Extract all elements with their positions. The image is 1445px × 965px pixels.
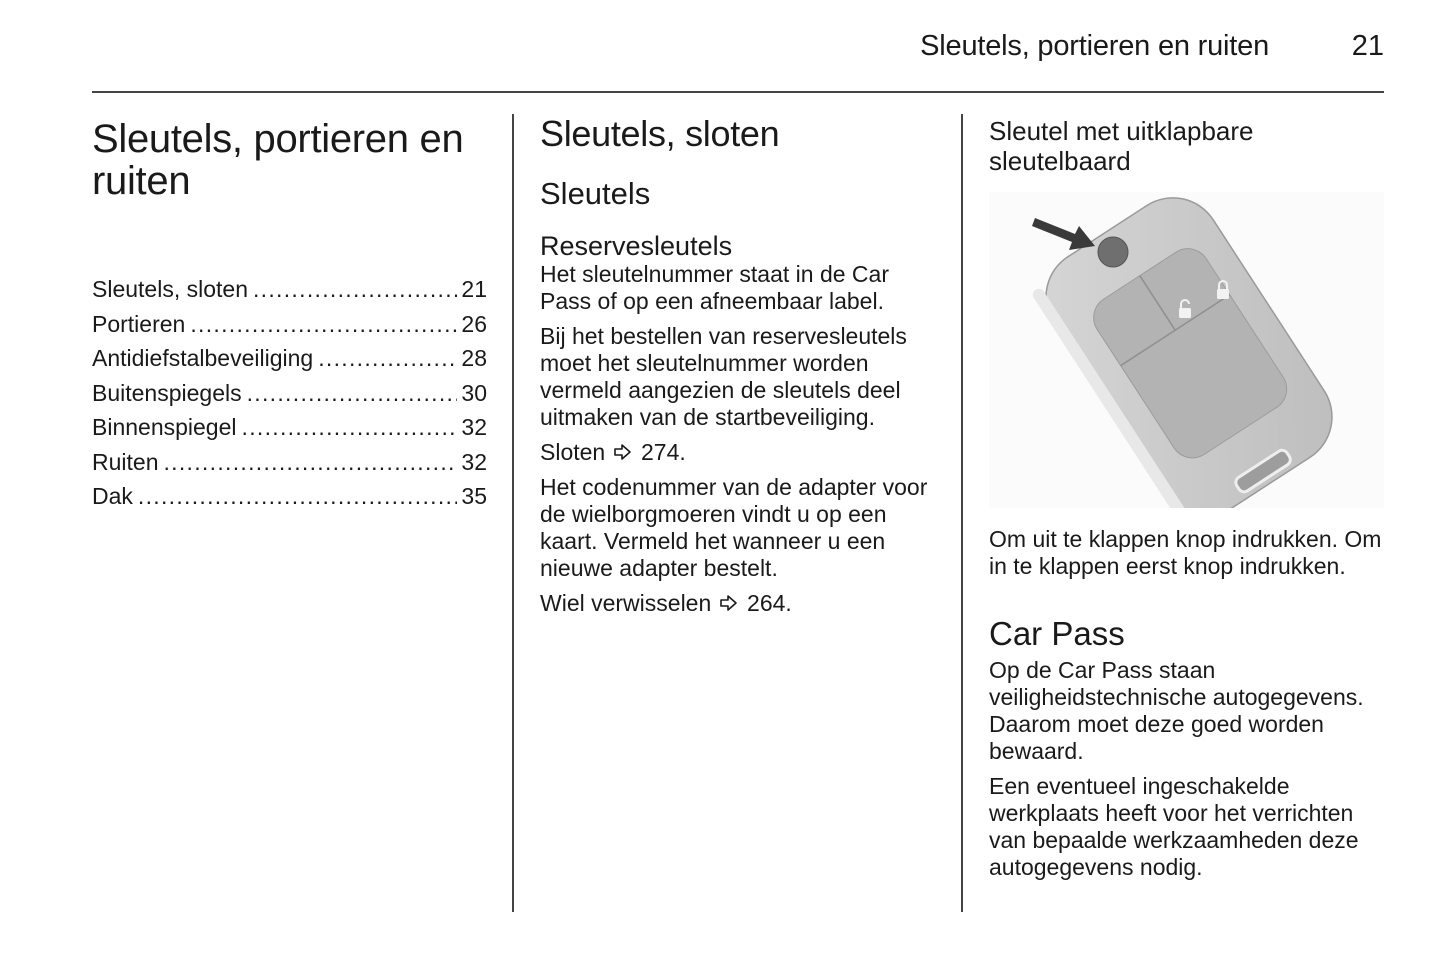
toc-label: Antidiefstalbeveiliging: [92, 345, 314, 371]
toc-label: Dak: [92, 483, 133, 509]
toc-entry[interactable]: [92, 307, 487, 342]
cross-reference[interactable]: [540, 439, 940, 466]
reference-page: 264.: [747, 590, 792, 616]
cross-reference[interactable]: [540, 590, 940, 617]
toc-leader: [247, 376, 458, 411]
toc-entry[interactable]: [92, 341, 487, 376]
paragraph: Een eventueel ingeschakelde werkplaats heeft voor het verrichten van bepaalde werkzaamheden deze autogegevens nodig.: [989, 773, 1359, 880]
toc-leader: [138, 479, 458, 514]
paragraph: Het codenummer van de adapter voor de wielborgmoeren vindt u op een kaart. Vermeld het wanneer u een nieuwe adapter bestelt.: [540, 474, 928, 581]
column-divider-1: [512, 114, 514, 912]
flip-key-illustration: [989, 192, 1384, 508]
reference-arrow-icon: [613, 443, 633, 461]
toc-page: 21: [461, 276, 487, 302]
toc-label: Sleutels, sloten: [92, 276, 248, 302]
toc-leader: [190, 307, 457, 342]
toc-entry[interactable]: [92, 272, 487, 307]
topic-title: Reservesleutels: [540, 231, 733, 261]
toc-page: 26: [461, 310, 487, 337]
section-title: Sleutels, sloten: [540, 113, 780, 154]
column-divider-2: [961, 114, 963, 912]
toc-page: 30: [461, 379, 487, 406]
toc-entry[interactable]: [92, 410, 487, 445]
column-chapter-overview: [92, 114, 487, 514]
toc-label: Buitenspiegels: [92, 379, 242, 406]
topic-title: Sleutel met uitklapbare sleutelbaard: [989, 116, 1254, 176]
chapter-title: Sleutels, portieren en ruiten: [92, 117, 464, 203]
toc-entry[interactable]: [92, 445, 487, 480]
running-title: Sleutels, portieren en ruiten: [920, 30, 1269, 62]
reference-arrow-icon: [719, 594, 739, 612]
figure-caption: Om uit te klappen knop indrukken. Om in te klappen eerst knop indrukken.: [989, 526, 1382, 579]
column-flip-key: [989, 114, 1384, 889]
toc-label: Ruiten: [92, 448, 159, 475]
toc-label: Portieren: [92, 310, 186, 337]
toc-leader: [242, 410, 458, 445]
reference-page: 274.: [641, 439, 686, 465]
toc-leader: [253, 272, 457, 307]
toc-page: 35: [461, 483, 487, 509]
paragraph: Bij het bestellen van reservesleutels moet het sleutelnummer worden vermeld aangezien de sleutels deel uitmaken van de startbeveiliging.: [540, 323, 907, 430]
subsection-title: Sleutels: [540, 176, 651, 211]
column-keys-locks: [540, 114, 940, 625]
page-number: 21: [1351, 30, 1384, 62]
paragraph: Op de Car Pass staan veiligheidstechnische autogegevens. Daarom moet deze goed worden bewaard.: [989, 657, 1364, 764]
toc-label: Binnenspiegel: [92, 414, 237, 440]
toc-leader: [318, 341, 457, 376]
reference-text: Sloten: [540, 439, 606, 465]
header-rule: [92, 91, 1384, 93]
reference-text: Wiel verwisselen: [540, 590, 712, 616]
toc-page: 32: [461, 414, 487, 440]
running-header: [92, 28, 1384, 68]
toc-leader: [163, 445, 457, 480]
subsection-title: Car Pass: [989, 615, 1125, 652]
toc-entry[interactable]: [92, 376, 487, 411]
table-of-contents: [92, 272, 487, 514]
toc-entry[interactable]: [92, 479, 487, 514]
flip-key-icon: [989, 192, 1384, 508]
toc-page: 32: [461, 448, 487, 475]
paragraph: Het sleutelnummer staat in de Car Pass of op een afneembaar label.: [540, 261, 889, 314]
toc-page: 28: [461, 345, 487, 371]
